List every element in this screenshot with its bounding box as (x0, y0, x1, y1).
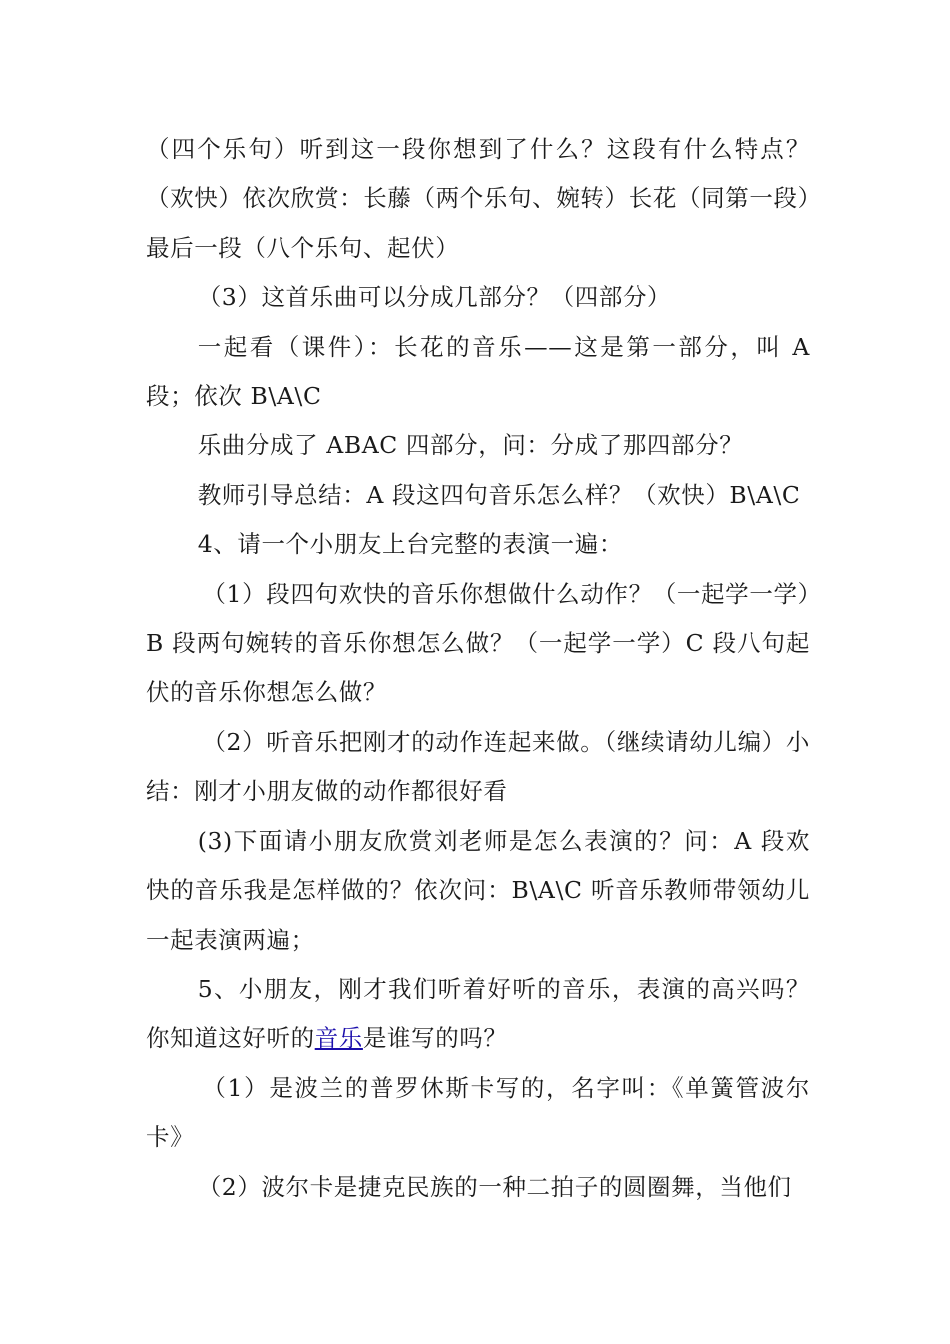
paragraph-sections-description: （四个乐句）听到这一段你想到了什么？这段有什么特点？（欢快）依次欣赏：长藤（两个乐句、婉转）长花（同第一段）最后一段（八个乐句、起伏） (146, 135, 810, 262)
music-link[interactable]: 音乐 (314, 1024, 363, 1053)
document-body (146, 125, 810, 1212)
paragraph-step-4-3: (3)下面请小朋友欣赏刘老师是怎么表演的？问：A 段欢快的音乐我是怎样做的？依次问：B\A\C 听音乐教师带领幼儿一起表演两遍； (146, 826, 810, 954)
paragraph-step-5-2: （2）波尔卡是捷克民族的一种二拍子的圆圈舞，当他们 (197, 1172, 792, 1201)
paragraph-step-4-2: （2）听音乐把刚才的动作连起来做。（继续请幼儿编）小结：刚才小朋友做的动作都很好看 (146, 727, 810, 806)
paragraph-teacher-summary: 教师引导总结：A 段这四句音乐怎么样？（欢快）B\A\C (197, 480, 801, 509)
paragraph-question-3: （3）这首乐曲可以分成几部分？（四部分） (197, 283, 672, 312)
paragraph-abac-parts: 乐曲分成了 ABAC 四部分，问：分成了那四部分？ (197, 431, 744, 460)
paragraph-step-5-text-before: 5、小朋友，刚才我们听着好听的音乐，表演的高兴吗？你知道这好听的 (146, 974, 810, 1053)
paragraph-step-5-text-after: 是谁写的吗？ (362, 1024, 508, 1053)
paragraph-step-4: 4、请一个小朋友上台完整的表演一遍： (197, 530, 623, 559)
paragraph-watch-courseware: 一起看（课件）：长花的音乐——这是第一部分，叫 A 段；依次 B\A\C (146, 332, 810, 411)
paragraph-step-5 (146, 965, 810, 1064)
paragraph-step-5-1: （1）是波兰的普罗休斯卡写的，名字叫：《单簧管波尔卡》 (146, 1073, 810, 1152)
paragraph-step-4-1: （1）段四句欢快的音乐你想做什么动作？（一起学一学）B 段两句婉转的音乐你想怎么做？（一起学一学）C 段八句起伏的音乐你想怎么做？ (146, 579, 810, 707)
